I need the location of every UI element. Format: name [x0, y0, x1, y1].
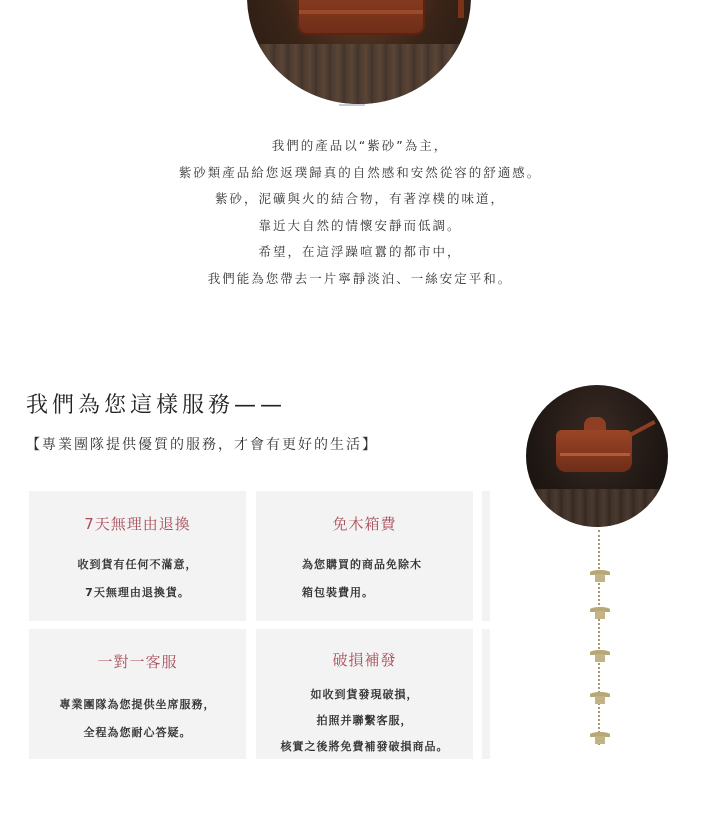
card-line: 全程為您耐心答疑。	[83, 726, 192, 739]
bell-icon	[590, 568, 610, 582]
service-card-box-fee	[256, 491, 473, 621]
bell-icon	[590, 690, 610, 704]
wood-table	[526, 489, 668, 527]
card-line: 箱包裝費用。	[302, 586, 374, 599]
card-title: 破損補發	[332, 651, 397, 669]
card-title: 7天無理由退換	[84, 515, 191, 533]
card-line: 7天無理由退換貨。	[85, 586, 190, 599]
wood-table	[247, 44, 471, 104]
card-line: 專業團隊為您提供坐席服務，	[59, 698, 216, 711]
intro-line: 希望，在這浮躁喧囂的都市中，	[258, 244, 462, 259]
services-title: 我們為您這樣服務——	[26, 393, 287, 418]
service-card-support	[29, 629, 246, 759]
bell-icon	[590, 605, 610, 619]
card-title: 免木箱費	[332, 515, 397, 533]
bell-icon	[590, 730, 610, 744]
teapot-band	[560, 453, 630, 456]
services-subtitle: 【專業團隊提供優質的服務，才會有更好的生活】	[26, 437, 378, 453]
teapot-body	[556, 430, 632, 472]
intro-text	[0, 133, 720, 292]
teapot-band	[299, 10, 423, 14]
service-card-damage	[256, 629, 473, 759]
card-line: 核實之後將免費補發破損商品。	[280, 740, 449, 753]
card-line: 為您購買的商品免除木	[302, 558, 422, 571]
card-line: 收到貨有任何不滿意，	[77, 558, 198, 571]
intro-line: 我們能為您帶去一片寧靜淡泊、一絲安定平和。	[207, 270, 513, 286]
service-card-return	[29, 491, 246, 621]
card-title: 一對一客服	[97, 653, 178, 671]
wind-chime-chain	[598, 530, 602, 745]
divider-line	[339, 104, 365, 106]
bell-icon	[590, 648, 610, 662]
intro-line: 靠近大自然的情懷安靜而低調。	[258, 217, 462, 233]
card-line: 如收到貨發現破損，	[310, 688, 419, 701]
teapot-side-image	[526, 385, 668, 527]
intro-line: 紫砂，泥礦與火的結合物，有著淳樸的味道，	[214, 191, 505, 206]
card-edge	[482, 491, 490, 621]
intro-line: 紫砂類產品給您返璞歸真的自然感和安然從容的舒適感。	[178, 164, 542, 180]
card-line: 拍照并聯繫客服，	[316, 714, 413, 727]
teapot-hero-image	[247, 0, 471, 104]
teapot-handle	[432, 0, 464, 18]
teapot-body	[297, 0, 425, 35]
card-edge	[482, 629, 490, 759]
intro-line: 我們的產品以“紫砂”為主，	[271, 138, 449, 153]
teapot-spout	[629, 420, 656, 437]
